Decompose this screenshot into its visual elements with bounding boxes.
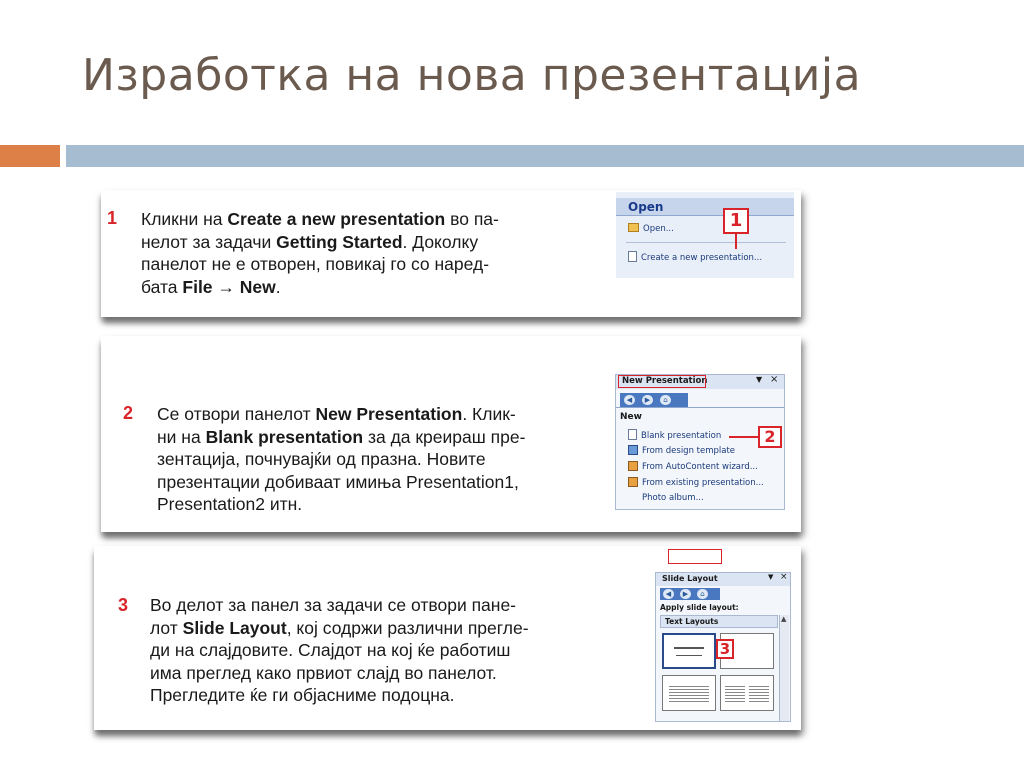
close-icon[interactable]: ×	[780, 572, 788, 582]
pane-title-bar: Slide Layout ▼ ×	[656, 573, 790, 586]
step-1-line-4: бата File → New.	[141, 276, 281, 297]
step-3-line-4: има преглед како првиот слајд во панелот.	[150, 662, 497, 683]
home-icon[interactable]: ⌂	[660, 395, 671, 405]
accent-bar-blue	[66, 145, 1024, 167]
step-3-line-1: Во делот за панел за задачи се отвори пане-	[150, 595, 517, 615]
step-2-line-2: ни на Blank presentation за да креираш пре-	[157, 426, 526, 447]
slide-title: Изработка на нова презентација	[82, 50, 862, 101]
pane-nav-bar	[620, 393, 688, 407]
pane-nav-bar	[660, 588, 720, 600]
callout-3-frame	[668, 549, 722, 564]
create-new-presentation-item[interactable]: Create a new presentation...	[628, 251, 762, 263]
step-3-line-5: Прегледите ќе ги објасниме подоцна.	[150, 685, 455, 705]
wizard-icon	[628, 461, 638, 471]
step-3-line-2: лот Slide Layout, кој содржи различни прегле-	[150, 617, 529, 638]
folder-icon	[628, 223, 639, 232]
step-1-panel	[101, 190, 801, 317]
layout-thumb-title[interactable]	[662, 633, 716, 669]
new-section-header: New	[620, 412, 642, 422]
layout-thumb-two-column[interactable]	[720, 675, 774, 711]
text-layouts-header: Text Layouts	[660, 615, 778, 628]
step-1-line-2: нелот за задачи Getting Started. Доколку	[141, 231, 479, 252]
forward-icon[interactable]: ▶	[680, 589, 691, 599]
existing-file-icon	[628, 477, 638, 487]
step-2-line-5: Presentation2 итн.	[157, 494, 303, 514]
open-item[interactable]: Open...	[628, 223, 674, 234]
back-icon[interactable]: ◀	[624, 395, 635, 405]
autocontent-wizard-item[interactable]: From AutoContent wizard...	[628, 461, 758, 472]
callout-1: 1	[723, 208, 749, 234]
step-2-line-1: Се отвори панелот New Presentation. Клик-	[157, 404, 516, 424]
pane-title-bar: New Presentation ▼ ×	[616, 375, 784, 389]
step-3-text	[150, 594, 644, 707]
existing-presentation-item[interactable]: From existing presentation...	[628, 477, 764, 488]
blank-presentation-item[interactable]: Blank presentation	[628, 429, 721, 441]
design-template-item[interactable]: From design template	[628, 445, 735, 456]
step-2-number: 2	[123, 403, 134, 423]
step-2-line-3: зентација, почнувајќи од празна. Новите	[157, 449, 486, 469]
step-1-text	[141, 208, 609, 298]
scroll-up-icon[interactable]: ▲	[781, 615, 787, 623]
step-1-line-3: панелот не е отворен, повикај го со наред-	[141, 254, 490, 274]
back-icon[interactable]: ◀	[663, 589, 674, 599]
step-3-number: 3	[118, 595, 129, 615]
forward-icon[interactable]: ▶	[642, 395, 653, 405]
step-1-line-1: Кликни на Create a new presentation во па-	[141, 209, 499, 229]
step-2-line-4: презентации добиваат имиња Presentation1,	[157, 471, 519, 492]
home-icon[interactable]: ⌂	[697, 589, 708, 599]
accent-bar-orange	[0, 145, 60, 167]
dropdown-arrow-icon[interactable]: ▼	[768, 573, 774, 581]
dropdown-arrow-icon[interactable]: ▼	[756, 375, 763, 384]
callout-3: 3	[716, 639, 734, 659]
open-section-header: Open	[616, 198, 794, 216]
step-3-panel	[94, 546, 801, 730]
scrollbar[interactable]	[779, 615, 789, 721]
step-3-line-3: ди на слајдовите. Слајдот на кој ќе работиш	[150, 640, 511, 660]
document-icon	[628, 251, 637, 262]
getting-started-pane	[616, 192, 794, 278]
step-2-text	[157, 403, 609, 516]
document-icon	[628, 429, 637, 440]
layout-thumb-bullets[interactable]	[662, 675, 716, 711]
apply-layout-label: Apply slide layout:	[660, 603, 739, 612]
template-icon	[628, 445, 638, 455]
step-1-number: 1	[107, 208, 118, 228]
step-2-panel	[101, 336, 801, 532]
slide-layout-pane	[655, 572, 791, 722]
close-icon[interactable]: ×	[770, 374, 779, 385]
callout-2: 2	[758, 426, 782, 448]
photo-album-item[interactable]: Photo album...	[642, 493, 704, 503]
